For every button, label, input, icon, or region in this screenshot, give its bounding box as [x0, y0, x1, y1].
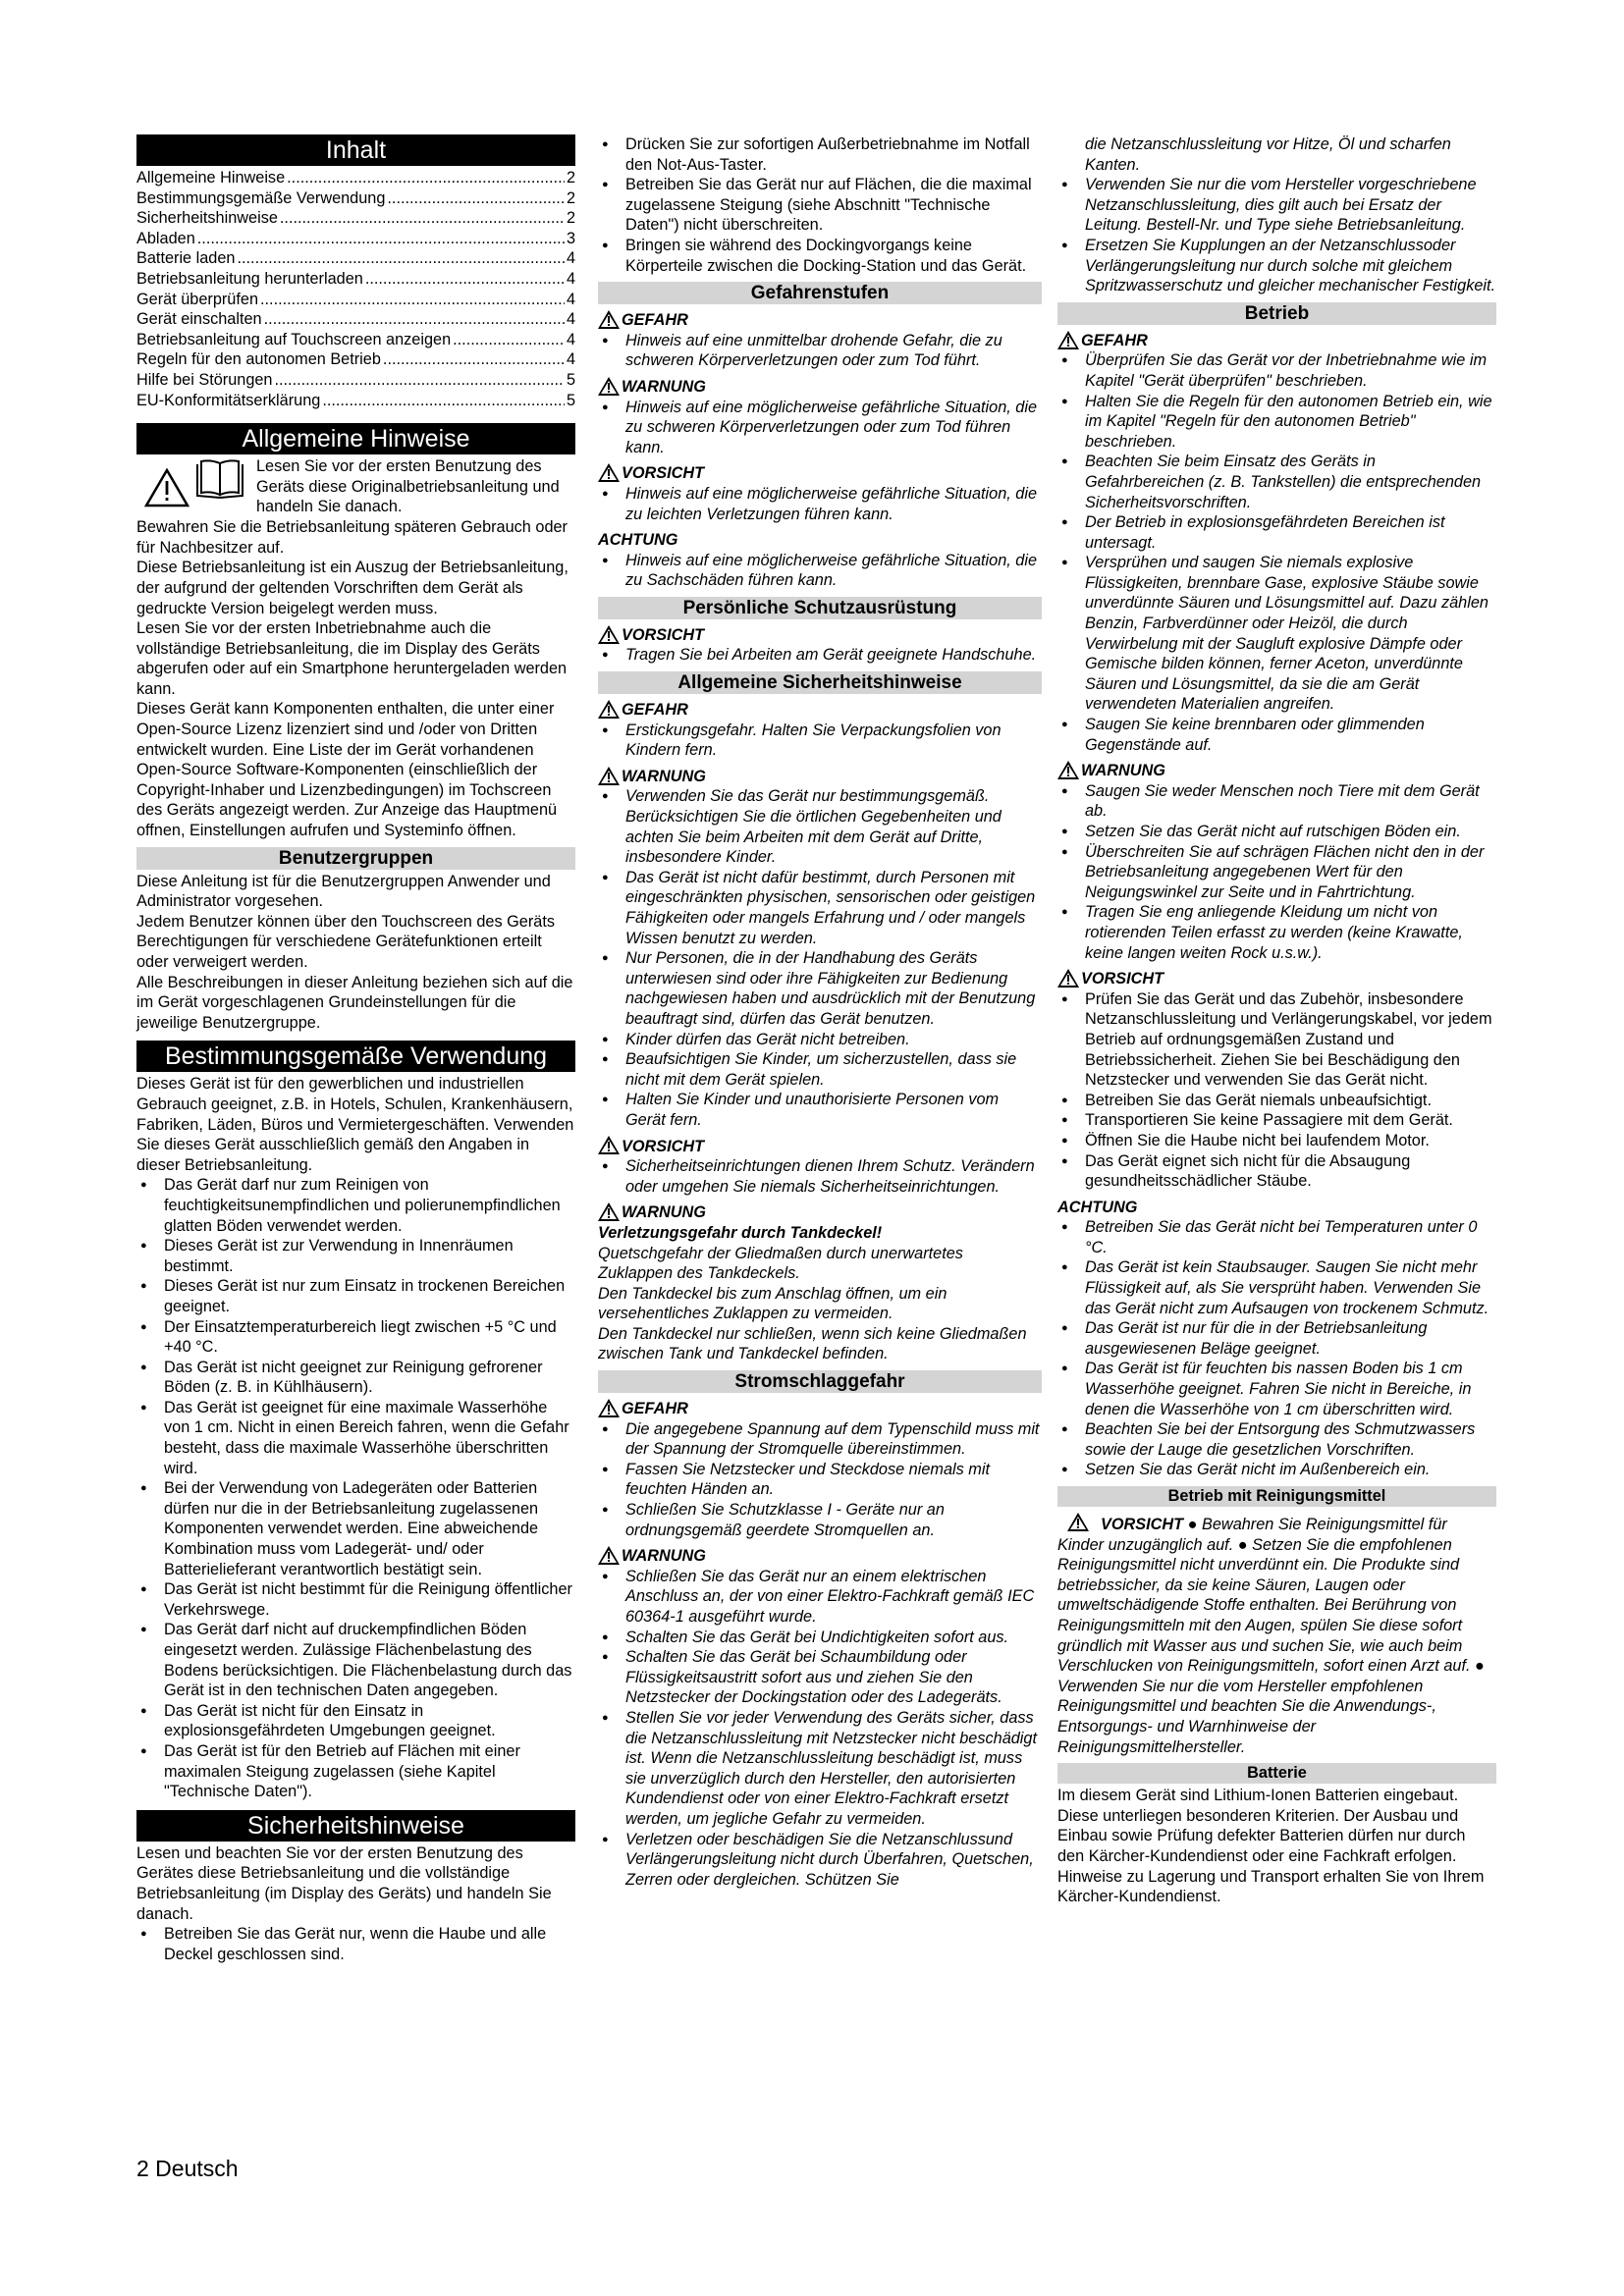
list-item: ● Das Gerät ist nicht dafür bestimmt, durch Personen mit eingeschränkten physischen, sensorischen oder geistigen Fähigkeiten oder mangels Erfahrung und / oder mangels Wissen benutzt zu werden. [598, 868, 1042, 948]
toc-entry[interactable] [136, 330, 575, 350]
warning-triangle-icon [598, 463, 620, 482]
toc-entry-page: 4 [566, 290, 575, 308]
list-item: ● Verletzen oder beschädigen Sie die Netzanschlussund Verlängerungsleitung nicht durch Überfahren, Quetschen, Zerren oder dergleichen. Schützen Sie [598, 1830, 1042, 1891]
allgemeine-hinweise-heading: Allgemeine Hinweise [136, 423, 575, 454]
list-item: ● Betreiben Sie das Gerät nur auf Flächen, die die maximal zugelassene Steigung (siehe Abschnitt "Technische Daten") nicht überschreiten. [598, 175, 1042, 236]
list-item: ● Betreiben Sie das Gerät nur, wenn die Haube und alle Deckel geschlossen sind. [136, 1924, 575, 1964]
list-item: ● Hinweis auf eine möglicherweise gefährliche Situation, die zu Sachschäden führen kann. [598, 551, 1042, 591]
toc-leader-dots [280, 208, 565, 229]
toc-entry-title: Betriebsanleitung auf Touchscreen anzeigen [136, 330, 452, 348]
toc-leader-dots [387, 188, 565, 209]
list-item: ● Dieses Gerät ist zur Verwendung in Innenräumen bestimmt. [136, 1236, 575, 1276]
list-item: ● Schalten Sie das Gerät bei Undichtigkeiten sofort aus. [598, 1628, 1042, 1648]
bullet-list [1057, 781, 1496, 963]
toc-entry-page: 5 [566, 391, 575, 409]
signal-word: GEFAHR [598, 1399, 1042, 1419]
paragraph: Hinweise zu Lagerung und Transport erhalten Sie von Ihrem Kärcher-Kundendienst. [1057, 1867, 1485, 1906]
signal-word: WARNUNG [598, 1202, 1042, 1223]
warning-triangle-icon [1067, 1513, 1089, 1531]
stromschlaggefahr-heading: Stromschlaggefahr [598, 1370, 1042, 1393]
toc-entry[interactable] [136, 309, 575, 330]
list-item: ● Überschreiten Sie auf schrägen Flächen nicht den in der Betriebsanleitung angegebenen Wert für den Neigungswinkel zur Seite und in Fahrtrichtung. [1057, 842, 1496, 903]
paragraph: Den Tankdeckel bis zum Anschlag öffnen, um ein versehentliches Zuklappen zu vermeiden. [598, 1284, 947, 1323]
list-item: ● Saugen Sie weder Menschen noch Tiere mit dem Gerät ab. [1057, 781, 1496, 822]
list-item: ● Schalten Sie das Gerät bei Schaumbildung oder Flüssigkeitsaustritt sofort aus und ziehen Sie den Netzstecker der Dockingstation oder des Ladegeräts. [598, 1647, 1042, 1708]
toc-entry-title: EU-Konformitätserklärung [136, 391, 321, 409]
list-item: ● Die angegebene Spannung auf dem Typenschild muss mit der Spannung der Stromquelle übereinstimmen. [598, 1419, 1042, 1460]
bullet-list [1057, 989, 1496, 1192]
toc-leader-dots [365, 269, 565, 290]
list-item: ● Transportieren Sie keine Passagiere mit dem Gerät. [1057, 1110, 1496, 1131]
list-item: ● Ersetzen Sie Kupplungen an der Netzanschlussoder Verlängerungsleitung nur durch solche mit gleichem Spritzwasserschutz und gleicher mechanischer Festigkeit. [1057, 236, 1496, 296]
toc-entry[interactable] [136, 168, 575, 188]
toc-entry-page: 3 [566, 229, 575, 247]
paragraph: Dieses Gerät ist für den gewerblichen und industriellen Gebrauch geeignet, z.B. in Hotels, Schulen, Krankenhäusern, Fabriken, Läden, Büros und Vermietergeschäften. Verwenden Sie dieses Gerät ausschließlich gemäß den Angaben in dieser Betriebsanleitung. [136, 1075, 574, 1174]
toc-entry-page: 2 [566, 209, 575, 228]
toc-entry[interactable] [136, 248, 575, 269]
list-item: ● Bei der Verwendung von Ladegeräten oder Batterien dürfen nur die in der Betriebsanleitung zugelassenen Komponenten verwendet werden. Eine abweichende Kombination muss vom Ladegerät- und/ oder Batterielieferant verantwortlich bestätigt sein. [136, 1478, 575, 1579]
paragraph: Dieses Gerät kann Komponenten enthalten, die unter einer Open-Source Lizenz lizenziert sind und /oder von Dritten entwickelt wurden. Eine Liste der im Gerät vorhandenen Open-Source Software-Komponenten (einschließlich der Copyright-Inhaber und Lizenzbedingungen) im Tochscreen des Geräts angezeigt werden. Zur Anzeige das Hauptmenü offnen, Einstellungen aufrufen und Systeminfo öffnen. [136, 700, 558, 840]
bullet-list [598, 1156, 1042, 1197]
list-item: ● Verwenden Sie das Gerät nur bestimmungsgemäß. Berücksichtigen Sie die örtlichen Gegebenheiten und achten Sie beim Arbeiten mit dem Gerät auf Dritte, insbesondere Kinder. [598, 786, 1042, 867]
list-item: ● Das Gerät ist für den Betrieb auf Flächen mit einer maximalen Steigung zugelassen (siehe Kapitel "Technische Daten"). [136, 1741, 575, 1802]
warning-triangle-icon [598, 377, 620, 396]
list-item: ● Das Gerät ist nur für die in der Betriebsanleitung ausgewiesenen Beläge geeignet. [1057, 1318, 1496, 1359]
list-item: ● Das Gerät ist geeignet für eine maximale Wasserhöhe von 1 cm. Nicht in einen Bereich fahren, wenn die Gefahr besteht, dass die maximale Wasserhöhe überschritten wird. [136, 1398, 575, 1478]
betrieb-heading: Betrieb [1057, 302, 1496, 325]
betrieb-mit-reinigungsmittel-heading: Betrieb mit Reinigungsmittel [1057, 1486, 1496, 1507]
toc-entry[interactable] [136, 229, 575, 249]
signal-word: GEFAHR [598, 700, 1042, 721]
toc-entry-page: 2 [566, 188, 575, 207]
paragraph: Jedem Benutzer können über den Touchscreen des Geräts Berechtigungen für verschiedene Gerätefunktionen erteilt oder verweigert werden. [136, 912, 555, 971]
list-item: ● Kinder dürfen das Gerät nicht betreiben. [598, 1030, 1042, 1050]
toc-entry-title: Hilfe bei Störungen [136, 370, 273, 389]
bullet-list [598, 786, 1042, 1130]
bullet-list [598, 645, 1042, 666]
list-item: ● Das Gerät eignet sich nicht für die Absaugung gesundheitsschädlicher Stäube. [1057, 1151, 1496, 1192]
toc-entry-title: Bestimmungsgemäße Verwendung [136, 188, 386, 207]
toc-entry[interactable] [136, 269, 575, 290]
toc-entry-page: 5 [566, 370, 575, 389]
toc-entry-page: 2 [566, 169, 575, 187]
toc-entry-title: Sicherheitshinweise [136, 209, 278, 228]
toc-leader-dots [237, 248, 564, 269]
toc-leader-dots [274, 370, 564, 391]
toc-leader-dots [453, 330, 565, 350]
warning-triangle-icon [598, 767, 620, 785]
paragraph: Im diesem Gerät sind Lithium-Ionen Batterien eingebaut. Diese unterliegen besonderen Kriterien. Der Ausbau und Einbau sowie Prüfung defekter Batterien dürfen nur durch den Kärcher-Kundendienst oder eine Fachkraft erfolgen. [1057, 1787, 1466, 1865]
paragraph: Bewahren Sie die Betriebsanleitung späteren Gebrauch oder für Nachbesitzer auf. [136, 518, 568, 557]
warning-triangle-icon [1057, 331, 1079, 349]
toc-entry-page: 4 [566, 249, 575, 268]
bullet-list [598, 1567, 1042, 1891]
toc-entry-title: Betriebsanleitung herunterladen [136, 269, 363, 288]
bullet-list [598, 134, 1042, 276]
bullet-list [598, 1419, 1042, 1541]
warning-triangle-icon [598, 700, 620, 719]
toc-entry[interactable] [136, 391, 575, 411]
list-item: ● Tragen Sie eng anliegende Kleidung um nicht von rotierenden Teilen erfasst zu werden (keine Krawatte, keine langen weiten Rock u.s.w.). [1057, 902, 1496, 963]
toc-entry-title: Regeln für den autonomen Betrieb [136, 350, 381, 369]
list-item: ● Hinweis auf eine möglicherweise gefährliche Situation, die zu schweren Körperverletzungen oder zum Tod führen kann. [598, 398, 1042, 458]
list-item: ● Das Gerät darf nicht auf druckempfindlichen Böden eingesetzt werden. Zulässige Flächenbelastung des Bodens berücksichtigen. Die Flächenbelastung durch das Gerät ist in den technischen Daten angegeben. [136, 1620, 575, 1700]
list-item: ● Sicherheitseinrichtungen dienen Ihrem Schutz. Verändern oder umgehen Sie niemals Sicherheitseinrichtungen. [598, 1156, 1042, 1197]
toc-leader-dots [322, 391, 565, 411]
signal-word: WARNUNG [598, 377, 1042, 398]
column-2 [598, 134, 1042, 1890]
persoenliche-schutzausruestung-heading: Persönliche Schutzausrüstung [598, 597, 1042, 619]
tank-warning-title: Verletzungsgefahr durch Tankdeckel! [598, 1223, 883, 1242]
list-item: ● Das Gerät ist nicht bestimmt für die Reinigung öffentlicher Verkehrswege. [136, 1579, 575, 1620]
signal-word: WARNUNG [598, 1546, 1042, 1567]
warning-triangle-icon [598, 310, 620, 329]
list-item: ● Öffnen Sie die Haube nicht bei laufendem Motor. [1057, 1131, 1496, 1151]
list-item: ● Das Gerät darf nur zum Reinigen von feuchtigkeitsunempfindlichen und polierunempfindlichen glatten Böden verwendet werden. [136, 1175, 575, 1236]
toc-entry[interactable] [136, 188, 575, 209]
list-item: ● Das Gerät ist für feuchten bis nassen Boden bis 1 cm Wasserhöhe geeignet. Fahren Sie nicht in Bereiche, in denen die Wasserhöhe von 1 cm überschritten wird. [1057, 1359, 1496, 1419]
toc-leader-dots [383, 349, 565, 370]
page-footer: 2 Deutsch [136, 2156, 239, 2181]
toc-entry-title: Gerät einschalten [136, 310, 262, 329]
toc-entry[interactable] [136, 370, 575, 391]
warning-triangle-icon [598, 625, 620, 644]
intro-icons [136, 456, 256, 517]
list-item: ● Versprühen und saugen Sie niemals explosive Flüssigkeiten, brennbare Gase, explosive Stäube sowie unverdünnte Säuren und Lösungsmittel auf. Dazu zählen Benzin, Farbverdünner oder Heizöl, die durch Verwirbelung mit der Saugluft explosive Dämpfe oder Gemische bilden können, ferner Aceton, unverdünnte Säuren und Lösungsmittel, da sie die am Gerät verwendeten Materialien angreifen. [1057, 553, 1496, 715]
paragraph: Den Tankdeckel nur schließen, wenn sich keine Gliedmaßen zwischen Tank und Tankdeckel befinden. [598, 1324, 1027, 1363]
toc-entry[interactable] [136, 290, 575, 310]
toc-leader-dots [287, 168, 565, 188]
column-3 [1057, 134, 1496, 1907]
toc-entry[interactable] [136, 349, 575, 370]
paragraph: Quetschgefahr der Gliedmaßen durch unerwartetes Zuklappen des Tankdeckels. [598, 1244, 963, 1283]
signal-word: VORSICHT [598, 463, 1042, 484]
list-item: ● Halten Sie Kinder und unauthorisierte Personen vom Gerät fern. [598, 1090, 1042, 1130]
list-item: ● Setzen Sie das Gerät nicht im Außenbereich ein. [1057, 1460, 1496, 1480]
bullet-list [598, 331, 1042, 371]
bullet-list [598, 398, 1042, 458]
paragraph: Lesen Sie vor der ersten Inbetriebnahme auch die vollständige Betriebsanleitung, die im Display des Geräts abgerufen oder auf ein Smartphone heruntergeladen werden kann. [136, 619, 568, 698]
column-1 [136, 134, 575, 1964]
list-item: ● Dieses Gerät ist nur zum Einsatz in trockenen Bereichen geeignet. [136, 1276, 575, 1316]
toc-heading: Inhalt [136, 134, 575, 166]
list-item: ● Schließen Sie Schutzklasse I - Geräte nur an ordnungsgemäß geerdete Stromquellen an. [598, 1500, 1042, 1540]
toc-entry[interactable] [136, 208, 575, 229]
signal-word: WARNUNG [598, 767, 1042, 787]
signal-word: WARNUNG [1057, 761, 1496, 781]
list-item: ● Betreiben Sie das Gerät nicht bei Temperaturen unter 0 °C. [1057, 1217, 1496, 1257]
list-item: ● Schließen Sie das Gerät nur an einem elektrischen Anschluss an, der von einer Elektro-Fachkraft gemäß IEC 60364-1 ausgeführt wurde. [598, 1567, 1042, 1628]
signal-word: ACHTUNG [598, 531, 678, 550]
list-item: ● Das Gerät ist kein Staubsauger. Saugen Sie nicht mehr Flüssigkeit auf, als Sie versprüht haben. Verwenden Sie das Gerät nicht zum Aufsaugen von trockenem Schmutz. [1057, 1257, 1496, 1318]
list-item: ● Saugen Sie keine brennbaren oder glimmenden Gegenstände auf. [1057, 715, 1496, 755]
list-item: ● Erstickungsgefahr. Halten Sie Verpackungsfolien von Kindern fern. [598, 721, 1042, 761]
bullet-list [598, 721, 1042, 761]
benutzergruppen-heading: Benutzergruppen [136, 847, 575, 870]
allgemeine-sicherheitshinweise-heading: Allgemeine Sicherheitshinweise [598, 671, 1042, 694]
reinigungsmittel-note: VORSICHT ● Bewahren Sie Reinigungsmittel für Kinder unzugänglich auf. ● Setzen Sie die empfohlenen Reinigungsmittel nicht unverdünnt ein. Die Produkte sind betriebssicher, da sie keine Säuren, Laugen oder umweltschädigende Stoffe enthalten. Bei Berührung von Reinigungsmitteln mit den Augen, spülen Sie diese sofort gründlich mit Wasser aus und suchen Sie, wie auch beim Verschlucken von Reinigungsmitteln, sofort einen Arzt auf. ● Verwenden Sie nur die vom Hersteller empfohlenen Reinigungsmittel und beachten Sie die Anwendungs-, Entsorgungs- und Warnhinweise der Reinigungsmittelhersteller. [1057, 1511, 1496, 1757]
list-item: ● Verwenden Sie nur die vom Hersteller vorgeschriebene Netzanschlussleitung, dies gilt auch bei Ersatz der Leitung. Bestell-Nr. und Type siehe Betriebsanleitung. [1057, 175, 1496, 236]
toc-entry-page: 4 [566, 269, 575, 288]
bullet-list [136, 1924, 575, 1964]
signal-word: GEFAHR [1057, 331, 1496, 351]
bullet-list [1057, 175, 1496, 296]
sicherheitshinweise-heading: Sicherheitshinweise [136, 1810, 575, 1842]
list-item: ● Drücken Sie zur sofortigen Außerbetriebnahme im Notfall den Not-Aus-Taster. [598, 134, 1042, 175]
list-item: ● Hinweis auf eine unmittelbar drohende Gefahr, die zu schweren Körperverletzungen oder zum Tod führt. [598, 331, 1042, 371]
warning-triangle-icon [598, 1546, 620, 1565]
gefahrenstufen-heading: Gefahrenstufen [598, 282, 1042, 304]
bullet-list [598, 551, 1042, 591]
list-item: ● Das Gerät ist nicht für den Einsatz in explosionsgefährdeten Umgebungen geeignet. [136, 1701, 575, 1741]
toc-entry-title: Allgemeine Hinweise [136, 169, 286, 187]
list-item: ● Bringen sie während des Dockingvorgangs keine Körperteile zwischen die Docking-Station und das Gerät. [598, 236, 1042, 276]
toc-entry-page: 4 [566, 350, 575, 369]
bullet-list [136, 1175, 575, 1801]
toc-entry-title: Abladen [136, 229, 195, 247]
toc-entry-title: Batterie laden [136, 249, 236, 268]
signal-word: GEFAHR [598, 310, 1042, 331]
signal-word: VORSICHT [1057, 969, 1496, 989]
toc-leader-dots [197, 229, 565, 249]
bestimmungsgemaesse-verwendung-heading: Bestimmungsgemäße Verwendung [136, 1041, 575, 1072]
toc-entry-page: 4 [566, 310, 575, 329]
paragraph: Lesen und beachten Sie vor der ersten Benutzung des Gerätes diese Betriebsanleitung und die vollständige Betriebsanleitung (im Display des Geräts) und handeln Sie danach. [136, 1843, 552, 1923]
list-item: ● Betreiben Sie das Gerät niemals unbeaufsichtigt. [1057, 1091, 1496, 1111]
list-item: ● Fassen Sie Netzstecker und Steckdose niemals mit feuchten Händen an. [598, 1460, 1042, 1500]
warning-triangle-icon [598, 1399, 620, 1417]
list-item: ● Beaufsichtigen Sie Kinder, um sicherzustellen, dass sie nicht mit dem Gerät spielen. [598, 1049, 1042, 1090]
signal-word: VORSICHT [598, 625, 1042, 646]
list-item: ● Prüfen Sie das Gerät und das Zubehör, insbesondere Netzanschlussleitung und Verlängerungskabel, vor jedem Betrieb auf ordnungsgemäßen Zustand und Betriebssicherheit. Ziehen Sie bei Beschädigung den Netzstecker und verwenden Sie das Gerät nicht. [1057, 989, 1496, 1091]
warning-triangle-icon [1057, 761, 1079, 779]
list-item: ● Tragen Sie bei Arbeiten am Gerät geeignete Handschuhe. [598, 645, 1042, 666]
warning-triangle-icon [598, 1202, 620, 1221]
paragraph: die Netzanschlussleitung vor Hitze, Öl und scharfen Kanten. [1085, 135, 1451, 174]
list-item: ● Der Einsatztemperaturbereich liegt zwischen +5 °C und +40 °C. [136, 1317, 575, 1358]
paragraph: Diese Betriebsanleitung ist ein Auszug der Betriebsanleitung, der aufgrund der geltenden Vorschriften dem Gerät als gedruckte Version beigelegt werden muss. [136, 559, 568, 617]
paragraph: Alle Beschreibungen in dieser Anleitung beziehen sich auf die im Gerät vorgeschlagenen Grundeinstellungen für die jeweilige Benutzergruppe. [136, 973, 573, 1032]
bullet-list [1057, 350, 1496, 755]
signal-word: ACHTUNG [1057, 1198, 1138, 1216]
bullet-list [598, 484, 1042, 524]
list-item: ● Überprüfen Sie das Gerät vor der Inbetriebnahme wie im Kapitel "Gerät überprüfen" beschrieben. [1057, 350, 1496, 391]
list-item: ● Halten Sie die Regeln für den autonomen Betrieb ein, wie im Kapitel "Regeln für den autonomen Betrieb" beschrieben. [1057, 392, 1496, 453]
list-item: ● Beachten Sie bei der Entsorgung des Schmutzwassers sowie der Lauge die gesetzlichen Vorschriften. [1057, 1419, 1496, 1460]
list-item: ● Beachten Sie beim Einsatz des Geräts in Gefahrbereichen (z. B. Tankstellen) die entsprechenden Sicherheitsvorschriften. [1057, 452, 1496, 512]
signal-word: VORSICHT [598, 1137, 1042, 1157]
warning-triangle-icon [1057, 969, 1079, 988]
toc-entry-page: 4 [566, 330, 575, 348]
paragraph: Diese Anleitung ist für die Benutzergruppen Anwender und Administrator vorgesehen. [136, 872, 551, 911]
list-item: ● Nur Personen, die in der Handhabung des Geräts unterwiesen sind oder ihre Fähigkeiten zur Bedienung nachgewiesen haben und ausdrücklich mit der Benutzung beauftragt sind, dürfen das Gerät benutzen. [598, 948, 1042, 1029]
manual-book-icon [193, 458, 246, 500]
toc-leader-dots [264, 309, 565, 330]
toc-entry-title: Gerät überprüfen [136, 290, 258, 308]
intro-text: Lesen Sie vor der ersten Benutzung des Geräts diese Originalbetriebsanleitung und handeln Sie danach. [256, 457, 560, 516]
list-item: ● Der Betrieb in explosionsgefährdeten Bereichen ist untersagt. [1057, 512, 1496, 553]
list-item: ● Das Gerät ist nicht geeignet zur Reinigung gefrorener Böden (z. B. in Kühlhäusern). [136, 1358, 575, 1398]
batterie-heading: Batterie [1057, 1763, 1496, 1784]
intro-box [136, 456, 575, 517]
toc-leader-dots [260, 290, 565, 310]
list-item: ● Setzen Sie das Gerät nicht auf rutschigen Böden ein. [1057, 822, 1496, 842]
list-item: ● Hinweis auf eine möglicherweise gefährliche Situation, die zu leichten Verletzungen führen kann. [598, 484, 1042, 524]
list-item: ● Stellen Sie vor jeder Verwendung des Geräts sicher, dass die Netzanschlussleitung mit Netzstecker nicht beschädigt ist. Wenn die Netzanschlussleitung beschädigt ist, muss sie unverzüglich durch den Hersteller, den autorisierten Kundendienst oder von einer Elektro-Fachkraft ersetzt werden, um jegliche Gefahr zu vermeiden. [598, 1708, 1042, 1830]
bullet-list [1057, 1217, 1496, 1480]
warning-triangle-icon [598, 1136, 620, 1154]
warning-triangle-icon [144, 468, 189, 507]
table-of-contents [136, 168, 575, 410]
